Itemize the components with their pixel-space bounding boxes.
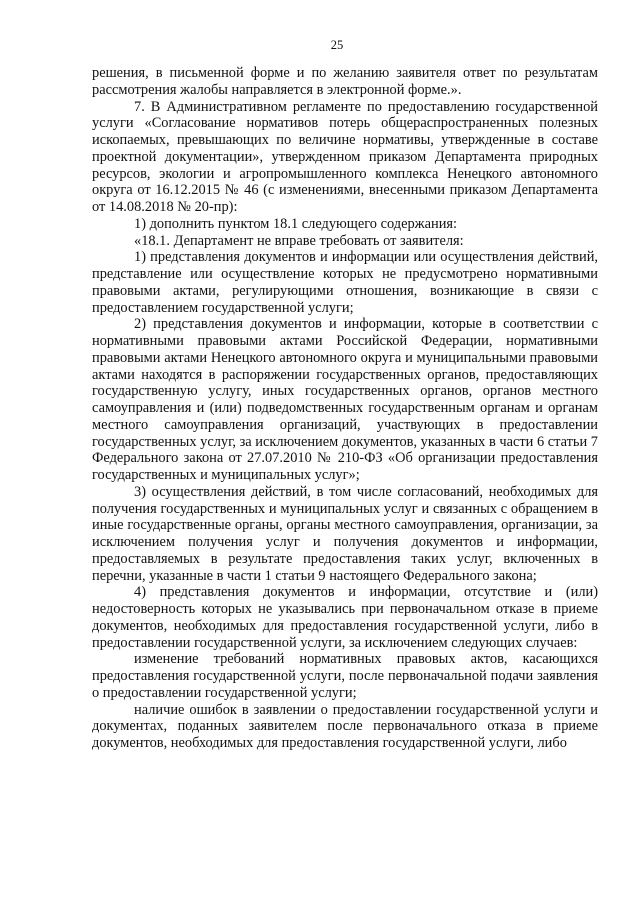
paragraph: 3) осуществления действий, в том числе согласований, необходимых для получения государственных и муниципальных услуг и связанных с обращением в иные государственные органы, органы местного самоуправления, организации, за исключением получения услуг и получения документов и информации, предоставляемых в результате предоставления таких услуг, включенных в перечни, указанные в части 1 статьи 9 настоящего Федерального закона; xyxy=(92,483,598,584)
document-body xyxy=(92,65,598,752)
paragraph: 1) дополнить пунктом 18.1 следующего содержания: xyxy=(134,215,458,232)
paragraph: изменение требований нормативных правовых актов, касающихся предоставления государственной услуги, после первоначальной подачи заявления о предоставлении государственной услуги; xyxy=(92,651,598,701)
paragraph: 4) представления документов и информации, отсутствие и (или) недостоверность которых не указывались при первоначальном отказе в приеме документов, необходимых для предоставления государственной услуги, либо в предоставлении государственной услуги, за исключением следующих случаев: xyxy=(92,584,598,651)
page-number: 25 xyxy=(330,38,344,52)
paragraph: 1) представления документов и информации или осуществления действий, представление или осуществление которых не предусмотрено нормативными правовыми актами, регулирующими отношения, возникающие в связи с предоставлением государственной услуги; xyxy=(92,249,598,316)
paragraph: 2) представления документов и информации, которые в соответствии с нормативными правовыми актами Российской Федерации, нормативными правовыми актами Ненецкого автономного округа и муниципальными правовыми актами находятся в распоряжении государственных органов, предоставляющих государственную услугу, иных государственных органов, органов местного самоуправления и (или) подведомственных государственным органам и органам местного самоуправления организаций, участвующих в предоставлении государственных услуг, за исключением документов, указанных в части 6 статьи 7 Федерального закона от 27.07.2010 № 210-ФЗ «Об организации предоставления государственных и муниципальных услуг»; xyxy=(92,316,598,483)
paragraph: 7. В Административном регламенте по предоставлению государственной услуги «Согласование нормативов потерь общераспространенных полезных ископаемых, превышающих по величине нормативы, утвержденные в составе проектной документации», утвержденном приказом Департамента природных ресурсов, экологии и агропромышленного комплекса Ненецкого автономного округа от 16.12.2015 № 46 (с изменениями, внесенными приказом Департамента от 14.08.2018 № 20-пр): xyxy=(92,98,598,215)
paragraph: решения, в письменной форме и по желанию заявителя ответ по результатам рассмотрения жалобы направляется в электронной форме.». xyxy=(92,65,598,98)
paragraph: «18.1. Департамент не вправе требовать от заявителя: xyxy=(134,232,464,249)
paragraph: наличие ошибок в заявлении о предоставлении государственной услуги и документах, поданных заявителем после первоначального отказа в приеме документов, необходимых для предоставления государственной услуги, либо xyxy=(92,701,598,751)
